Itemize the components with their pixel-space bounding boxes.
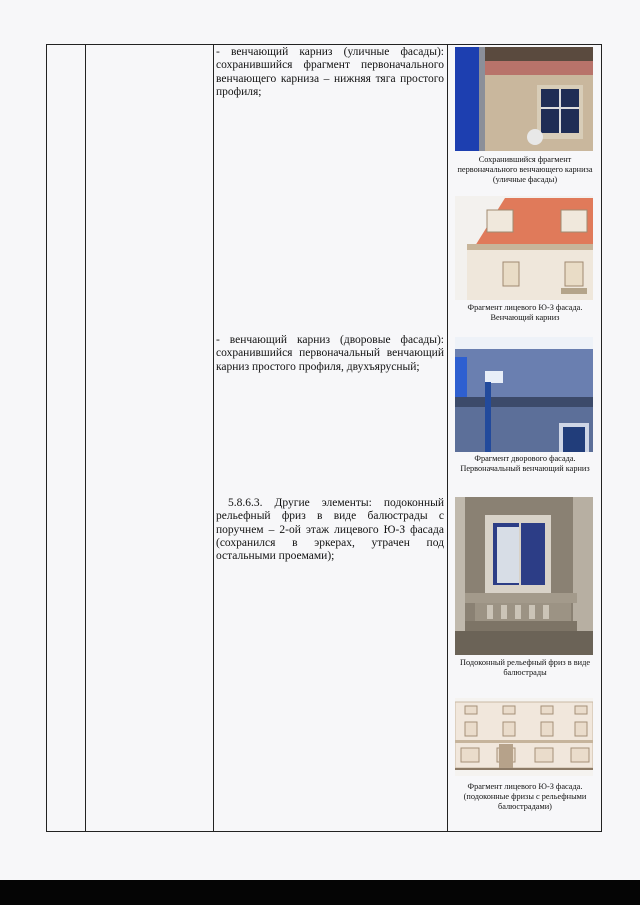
figure-caption: Фрагмент лицевого Ю-З фасада. (подоконные фризы с рельефными балюстрадами) [463,782,587,811]
drawing-facade-cornice [455,196,593,300]
figure-caption: Фрагмент лицевого Ю-З фасада. Венчающий карниз [467,303,583,322]
column-divider [213,45,214,831]
scan-bottom-border [0,880,640,905]
paragraph-courtyard-cornice: - венчающий карниз (дворовые фасады): сохранившийся первоначальный венчающий карниз простого профиля, двухъярусный; [216,334,444,373]
paragraph-street-cornice: - венчающий карниз (уличные фасады): сохранившийся фрагмент первоначального венчающего карниза – нижняя тяга простого профиля; [216,46,444,98]
paragraph-other-elements: 5.8.6.3. Другие элементы: подоконный рельефный фриз в виде балюстрады с поручнем – 2-ой этаж лицевого Ю-З фасада (сохранился в эркерах, утрачен под остальными проемами); [216,497,444,563]
photo-street-cornice [455,47,593,151]
drawing-facade-balustrades [455,698,593,776]
column-divider [85,45,86,831]
photo-courtyard-cornice [455,337,593,452]
figure-caption: Сохранившийся фрагмент первоначального венчающего карниза (уличные фасады) [457,155,593,184]
photo-balustrade-frieze [455,497,593,655]
figure-caption: Фрагмент дворового фасада. Первоначальный венчающий карниз [460,454,590,473]
figure-caption: Подоконный рельефный фриз в виде балюстрады [459,658,590,677]
column-divider [447,45,448,831]
